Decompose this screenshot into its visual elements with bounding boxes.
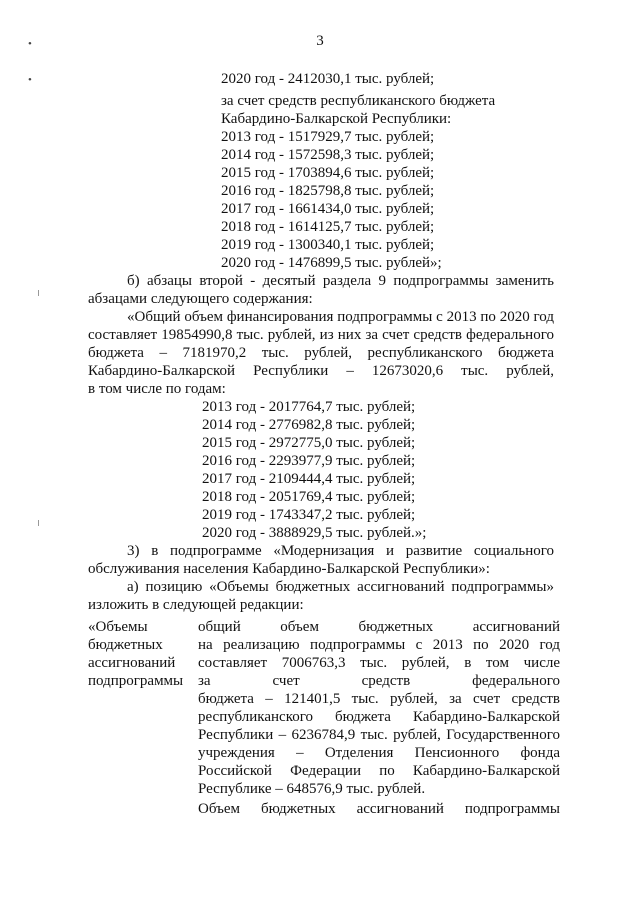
page-number: 3: [316, 33, 324, 49]
table-left-cell-line: «Объемы: [88, 619, 148, 635]
paragraph-line: обслуживания населения Кабардино-Балкарской Республики»:: [88, 561, 490, 577]
text-line: 2019 год - 1743347,2 тыс. рублей;: [202, 507, 416, 523]
quote-line: «Общий объем финансирования подпрограммы с 2013 по 2020 год: [127, 309, 554, 325]
text-line: 2019 год - 1300340,1 тыс. рублей;: [221, 237, 435, 253]
table-right-cell-line: составляет 7006763,3 тыс. рублей, в том числе: [198, 655, 560, 671]
table-right-cell-line: учреждения – Отделения Пенсионного фонда: [198, 745, 560, 761]
text-line: 2015 год - 2972775,0 тыс. рублей;: [202, 435, 416, 451]
paragraph-line: 3) в подпрограмме «Модернизация и развитие социального: [127, 543, 554, 559]
table-right-cell-line: Республике – 648576,9 тыс. рублей.: [198, 781, 426, 797]
table-left-cell-line: ассигнований: [88, 655, 176, 671]
text-line: 2020 год - 2412030,1 тыс. рублей;: [221, 71, 435, 87]
text-line: 2017 год - 1661434,0 тыс. рублей;: [221, 201, 435, 217]
text-line: 2014 год - 1572598,3 тыс. рублей;: [221, 147, 435, 163]
text-line: 2020 год - 1476899,5 тыс. рублей»;: [221, 255, 442, 271]
text-line: 2013 год - 2017764,7 тыс. рублей;: [202, 399, 416, 415]
paragraph-line: б) абзацы второй - десятый раздела 9 подпрограммы заменить: [127, 273, 554, 289]
table-right-cell-line: бюджета – 121401,5 тыс. рублей, за счет средств: [198, 691, 560, 707]
text-line: 2016 год - 2293977,9 тыс. рублей;: [202, 453, 416, 469]
quote-line: составляет 19854990,8 тыс. рублей, из них за счет средств федерального: [88, 327, 554, 343]
scan-mark: [38, 290, 39, 296]
table-right-cell-line: Объем бюджетных ассигнований подпрограммы: [198, 801, 560, 817]
text-line: 2013 год - 1517929,7 тыс. рублей;: [221, 129, 435, 145]
text-line: за счет средств республиканского бюджета: [221, 93, 496, 109]
text-line: Кабардино-Балкарской Республики:: [221, 111, 452, 127]
table-right-cell-line: Республики – 6236784,9 тыс. рублей, Государственного: [198, 727, 560, 743]
table-left-cell-line: подпрограммы: [88, 673, 184, 689]
text-line: 2017 год - 2109444,4 тыс. рублей;: [202, 471, 416, 487]
text-line: 2018 год - 1614125,7 тыс. рублей;: [221, 219, 435, 235]
scan-mark: •: [28, 38, 32, 50]
text-line: 2016 год - 1825798,8 тыс. рублей;: [221, 183, 435, 199]
table-right-cell-line: за счет средств федерального: [198, 673, 560, 689]
paragraph-line: а) позицию «Объемы бюджетных ассигнований подпрограммы»: [127, 579, 554, 595]
table-right-cell-line: на реализацию подпрограммы с 2013 по 2020 год: [198, 637, 560, 653]
scan-mark: •: [28, 74, 32, 86]
table-right-cell-line: общий объем бюджетных ассигнований: [198, 619, 560, 635]
text-line: 2015 год - 1703894,6 тыс. рублей;: [221, 165, 435, 181]
scan-mark: [38, 520, 39, 526]
table-right-cell-line: республиканского бюджета Кабардино-Балкарской: [198, 709, 560, 725]
table-left-cell-line: бюджетных: [88, 637, 163, 653]
table-right-cell-line: Российской Федерации по Кабардино-Балкарской: [198, 763, 560, 779]
quote-line: Кабардино-Балкарской Республики – 12673020,6 тыс. рублей,: [88, 363, 554, 379]
quote-line: в том числе по годам:: [88, 381, 226, 397]
paragraph-line: изложить в следующей редакции:: [88, 597, 304, 613]
quote-line: бюджета – 7181970,2 тыс. рублей, республиканского бюджета: [88, 345, 554, 361]
paragraph-line: абзацами следующего содержания:: [88, 291, 313, 307]
text-line: 2018 год - 2051769,4 тыс. рублей;: [202, 489, 416, 505]
text-line: 2020 год - 3888929,5 тыс. рублей.»;: [202, 525, 427, 541]
text-line: 2014 год - 2776982,8 тыс. рублей;: [202, 417, 416, 433]
